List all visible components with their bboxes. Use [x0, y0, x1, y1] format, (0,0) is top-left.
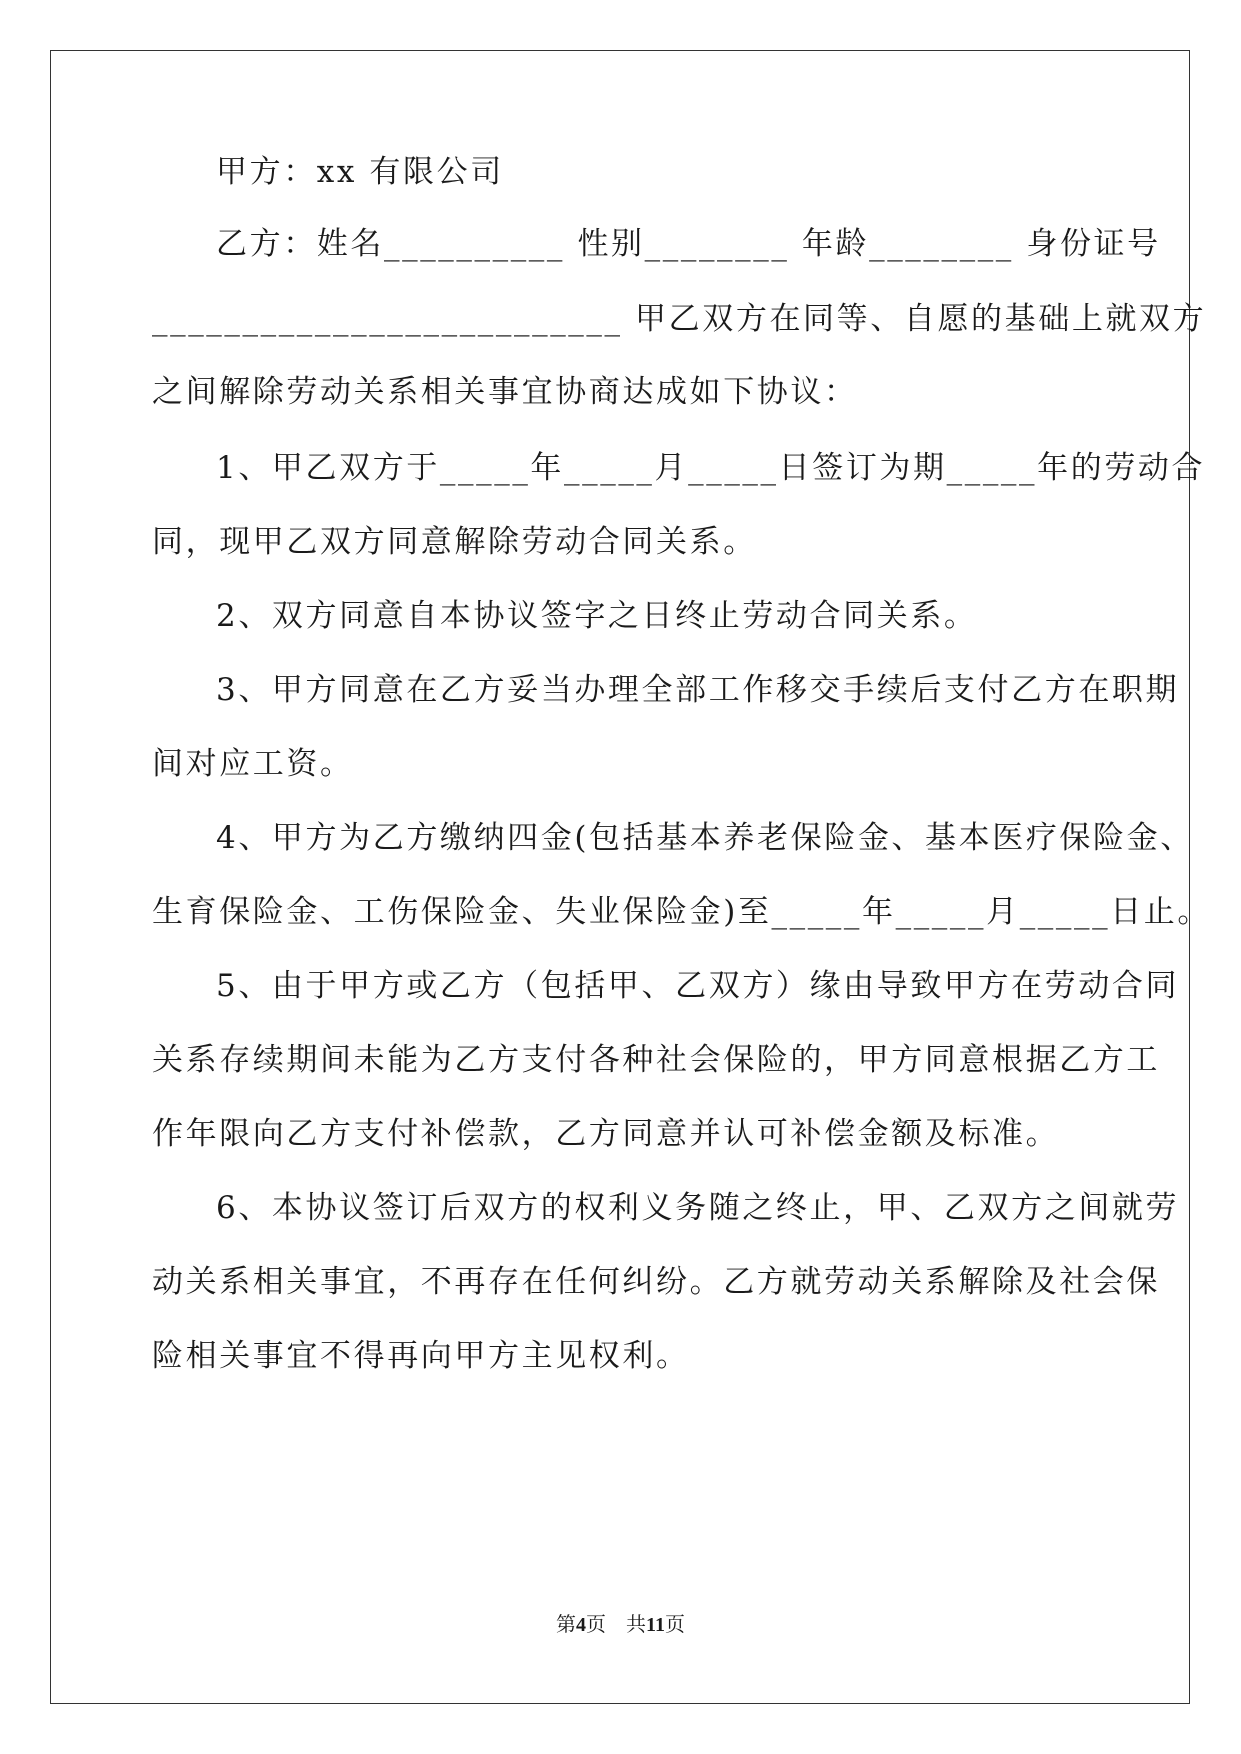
- clause-6-line-1: 6、本协议签订后双方的权利义务随之终止，甲、乙双方之间就劳: [216, 1190, 1180, 1226]
- clause-5-line-3: 作年限向乙方支付补偿款，乙方同意并认可补偿金额及标准。: [152, 1116, 1060, 1152]
- clause-5-line-2: 关系存续期间未能为乙方支付各种社会保险的，甲方同意根据乙方工: [152, 1042, 1160, 1078]
- clause-3-line-2: 间对应工资。: [152, 746, 354, 782]
- party-a-line: 甲方：xx 有限公司: [216, 154, 504, 190]
- total-pages: 11: [646, 1614, 665, 1636]
- clause-2-line-1: 2、双方同意自本协议签字之日终止劳动合同关系。: [216, 598, 978, 634]
- clause-4-line-2: 生育保险金、工伤保险金、失业保险金)至_____年_____月_____日止。: [152, 894, 1211, 930]
- page-footer: [0, 1611, 1241, 1639]
- clause-4-line-1: 4、甲方为乙方缴纳四金(包括基本养老保险金、基本医疗保险金、: [216, 820, 1194, 856]
- page-prefix: 第: [556, 1614, 577, 1636]
- page-number: 4: [576, 1614, 587, 1636]
- party-b-line: 乙方：姓名__________ 性别________ 年龄________ 身份证号: [216, 226, 1161, 262]
- clause-6-line-2: 动关系相关事宜，不再存在任何纠纷。乙方就劳动关系解除及社会保: [152, 1264, 1160, 1300]
- total-suffix: 页: [664, 1614, 685, 1636]
- total-prefix: 共: [626, 1614, 647, 1636]
- intro-line-2: 之间解除劳动关系相关事宜协商达成如下协议：: [152, 374, 858, 410]
- clause-5-line-1: 5、由于甲方或乙方（包括甲、乙双方）缘由导致甲方在劳动合同: [216, 968, 1180, 1004]
- page-suffix: 页: [586, 1614, 607, 1636]
- clause-1-line-1: 1、甲乙双方于_____年_____月_____日签订为期_____年的劳动合: [216, 450, 1206, 486]
- clause-3-line-1: 3、甲方同意在乙方妥当办理全部工作移交手续后支付乙方在职期: [216, 672, 1180, 708]
- intro-line-1: __________________________ 甲乙双方在同等、自愿的基础上就双方: [152, 301, 1207, 337]
- clause-6-line-3: 险相关事宜不得再向甲方主见权利。: [152, 1338, 690, 1374]
- clause-1-line-2: 同，现甲乙双方同意解除劳动合同关系。: [152, 524, 757, 560]
